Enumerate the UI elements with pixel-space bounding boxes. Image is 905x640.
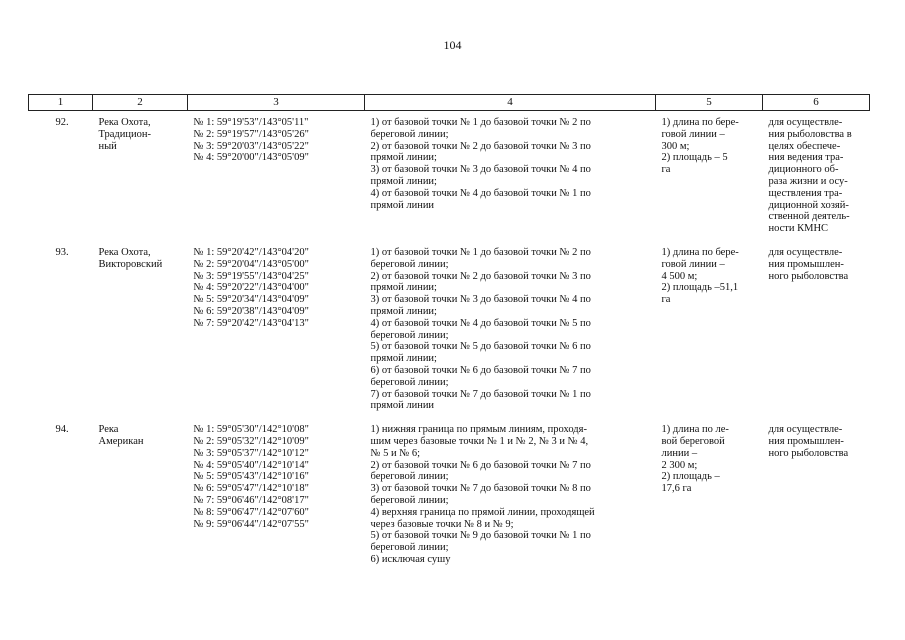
area-name-cell	[93, 111, 188, 245]
boundaries-line: 3) от базовой точки № 7 до базовой точки № 8 по	[370, 483, 591, 495]
coordinates-line: № 1: 59°20'42"/143°04'20"	[193, 246, 309, 258]
purpose-line: диционного об-	[768, 164, 839, 176]
boundaries-line: береговой линии;	[370, 494, 449, 506]
boundaries-line: 2) от базовой точки № 2 до базовой точки № 3 по	[370, 140, 591, 152]
boundaries-line: № 5 и № 6;	[370, 447, 421, 459]
boundaries-line: 1) от базовой точки № 1 до базовой точки № 2 по	[370, 246, 591, 258]
size-line: вой береговой	[661, 435, 725, 447]
coordinates-line: № 5: 59°20'34"/143°04'09"	[193, 294, 309, 306]
boundaries-line: 4) верхняя граница по прямой линии, проходящей	[370, 506, 595, 518]
boundaries-line: прямой линии;	[370, 175, 437, 187]
purpose-line: для осуществле-	[768, 424, 843, 436]
size-line: 2) площадь –	[661, 471, 720, 483]
boundaries-line: 1) нижняя граница по прямым линиям, проходя-	[370, 424, 587, 436]
area-name-line: ный	[98, 140, 117, 152]
boundaries-line: 4) от базовой точки № 4 до базовой точки № 5 по	[370, 317, 591, 329]
purpose-line: диционной хозяй-	[768, 199, 849, 211]
size-line: 300 м;	[661, 140, 690, 152]
purpose-line: ного рыболовства	[768, 447, 849, 459]
size-line: 1) длина по ле-	[661, 424, 729, 436]
table-row	[29, 111, 870, 245]
boundaries-cell	[365, 111, 656, 245]
purpose-line: ния рыболовства в	[768, 128, 852, 140]
boundaries-line: прямой линии	[370, 400, 435, 412]
purpose-line: ществления тра-	[768, 187, 843, 199]
coordinates-line: № 6: 59°20'38"/143°04'09"	[193, 305, 309, 317]
coordinates-line: № 1: 59°19'53"/143°05'11"	[193, 117, 309, 128]
purpose-line: ния промышлен-	[768, 435, 844, 447]
boundaries-line: 5) от базовой точки № 9 до базовой точки № 1 по	[370, 530, 591, 542]
coordinates-line: № 3: 59°20'03"/143°05'22"	[193, 140, 309, 152]
area-name-line: Викторовский	[98, 258, 163, 270]
header-col-3: 3	[188, 95, 365, 111]
boundaries-line: прямой линии;	[370, 282, 437, 294]
header-col-2: 2	[93, 95, 188, 111]
size-line: 17,6 га	[661, 483, 692, 495]
boundaries-line: береговой линии;	[370, 128, 449, 140]
boundaries-line: через базовые точки № 8 и № 9;	[370, 518, 514, 530]
boundaries-line: прямой линии;	[370, 305, 437, 317]
coordinates-line: № 4: 59°20'22"/143°04'00"	[193, 282, 309, 294]
size-line: 1) длина по бере-	[661, 117, 739, 128]
coordinates-cell	[188, 111, 365, 245]
table-body	[29, 111, 870, 576]
boundaries-line: 7) от базовой точки № 7 до базовой точки № 1 по	[370, 388, 591, 400]
coordinates-cell	[188, 422, 365, 576]
size-line: 2) площадь – 5	[661, 152, 728, 164]
size-line: га	[661, 164, 671, 176]
purpose-line: ния ведения тра-	[768, 152, 844, 164]
boundaries-line: 5) от базовой точки № 5 до базовой точки № 6 по	[370, 341, 591, 353]
boundaries-line: 3) от базовой точки № 3 до базовой точки № 4 по	[370, 164, 591, 176]
header-col-6: 6	[763, 95, 870, 111]
size-cell	[656, 245, 763, 422]
size-line: 4 500 м;	[661, 270, 698, 282]
boundaries-line: 3) от базовой точки № 3 до базовой точки № 4 по	[370, 294, 591, 306]
table-row	[29, 422, 870, 576]
area-name-cell	[93, 245, 188, 422]
coordinates-line: № 6: 59°05'47"/142°10'18"	[193, 483, 309, 495]
coordinates-line: № 9: 59°06'44"/142°07'55"	[193, 518, 309, 530]
boundaries-line: 1) от базовой точки № 1 до базовой точки № 2 по	[370, 117, 591, 128]
area-name-line: Река Охота,	[98, 117, 151, 128]
size-line: 2) площадь –51,1	[661, 282, 739, 294]
purpose-line: для осуществле-	[768, 246, 843, 258]
table-row	[29, 245, 870, 422]
boundaries-line: 4) от базовой точки № 4 до базовой точки № 1 по	[370, 187, 591, 199]
size-cell	[656, 422, 763, 576]
purpose-cell	[763, 245, 870, 422]
boundaries-cell	[365, 422, 656, 576]
purpose-line: ности КМНС	[768, 223, 829, 235]
boundaries-line: 2) от базовой точки № 6 до базовой точки № 7 по	[370, 459, 591, 471]
coordinates-line: № 3: 59°19'55"/143°04'25"	[193, 270, 309, 282]
row-number-cell: 94.	[55, 424, 69, 436]
purpose-line: целях обеспече-	[768, 140, 841, 152]
size-line: 2 300 м;	[661, 459, 698, 471]
purpose-line: раза жизни и осу-	[768, 175, 848, 187]
purpose-line: ния промышлен-	[768, 258, 844, 270]
area-name-line: Традицион-	[98, 128, 151, 140]
boundaries-line: береговой линии;	[370, 258, 449, 270]
header-col-4: 4	[365, 95, 656, 111]
boundaries-line: шим через базовые точки № 1 и № 2, № 3 и № 4,	[370, 435, 589, 447]
purpose-line: ственной деятель-	[768, 211, 850, 223]
coordinates-line: № 1: 59°05'30"/142°10'08"	[193, 424, 309, 436]
boundaries-cell	[365, 245, 656, 422]
boundaries-line: прямой линии	[370, 199, 435, 211]
boundaries-line: прямой линии;	[370, 152, 437, 164]
purpose-cell	[763, 422, 870, 576]
fishing-areas-table	[28, 94, 870, 576]
size-line: 1) длина по бере-	[661, 246, 739, 258]
coordinates-line: № 7: 59°06'46"/142°08'17"	[193, 494, 309, 506]
boundaries-line: береговой линии;	[370, 471, 449, 483]
coordinates-line: № 8: 59°06'47"/142°07'60"	[193, 506, 309, 518]
coordinates-line: № 7: 59°20'42"/143°04'13"	[193, 317, 309, 329]
size-line: линии –	[661, 447, 698, 459]
area-name-line: Река Охота,	[98, 246, 151, 258]
coordinates-line: № 3: 59°05'37"/142°10'12"	[193, 447, 309, 459]
boundaries-line: 6) исключая сушу	[370, 553, 451, 565]
boundaries-line: 6) от базовой точки № 6 до базовой точки № 7 по	[370, 364, 591, 376]
area-name-line: Река	[98, 424, 119, 436]
row-number-cell: 92.	[55, 117, 69, 128]
coordinates-line: № 2: 59°20'04"/143°05'00"	[193, 258, 309, 270]
coordinates-line: № 2: 59°19'57"/143°05'26"	[193, 128, 309, 140]
purpose-line: ного рыболовства	[768, 270, 849, 282]
header-row	[29, 95, 870, 111]
size-cell	[656, 111, 763, 245]
row-number-cell: 93.	[55, 246, 69, 258]
size-line: говой линии –	[661, 128, 725, 140]
boundaries-line: прямой линии;	[370, 353, 437, 365]
coordinates-line: № 4: 59°05'40"/142°10'14"	[193, 459, 309, 471]
coordinates-line: № 2: 59°05'32"/142°10'09"	[193, 435, 309, 447]
header-col-5: 5	[656, 95, 763, 111]
boundaries-line: береговой линии;	[370, 376, 449, 388]
size-line: га	[661, 294, 671, 306]
size-line: говой линии –	[661, 258, 725, 270]
area-name-line: Американ	[98, 435, 144, 447]
page-number: 104	[443, 38, 462, 52]
purpose-cell	[763, 111, 870, 245]
coordinates-line: № 4: 59°20'00"/143°05'09"	[193, 152, 309, 164]
area-name-cell	[93, 422, 188, 576]
header-col-1: 1	[29, 95, 93, 111]
coordinates-cell	[188, 245, 365, 422]
boundaries-line: береговой линии;	[370, 329, 449, 341]
boundaries-line: 2) от базовой точки № 2 до базовой точки № 3 по	[370, 270, 591, 282]
boundaries-line: береговой линии;	[370, 542, 449, 554]
coordinates-line: № 5: 59°05'43"/142°10'16"	[193, 471, 309, 483]
purpose-line: для осуществле-	[768, 117, 843, 128]
